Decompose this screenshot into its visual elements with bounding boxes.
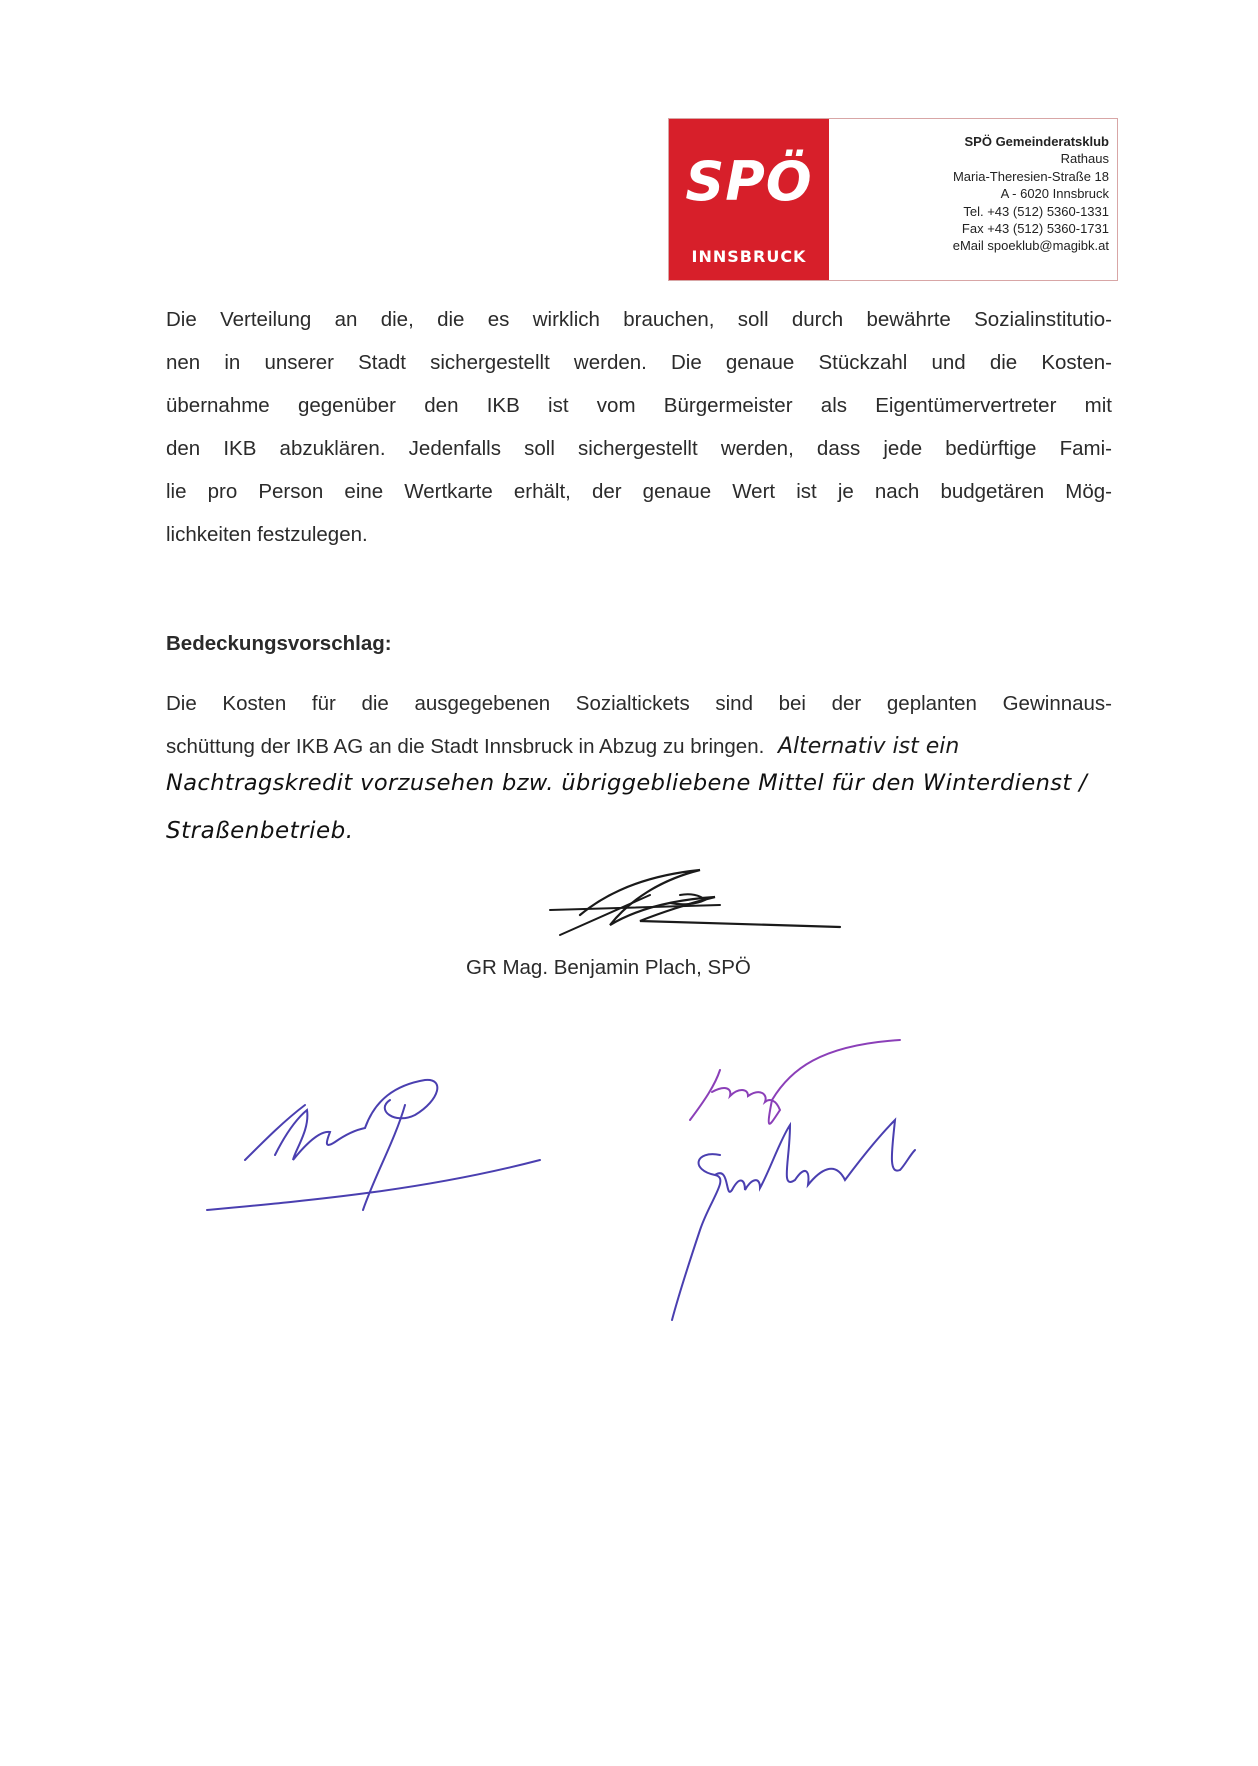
text-line: nen in unserer Stadt sichergestellt werden. Die genaue Stückzahl und die Kosten- [166, 351, 1112, 374]
email-line: eMail spoeklub@magibk.at [952, 238, 1109, 254]
co-signature-left [195, 1060, 555, 1230]
text-line: Die Verteilung an die, die es wirklich brauchen, soll durch bewährte Sozialinstitutio- [166, 308, 1112, 331]
text-line [166, 725, 959, 768]
address-block [953, 133, 1109, 255]
text-line: den IKB abzuklären. Jedenfalls soll sichergestellt werden, dass jede bedürftige Fami- [166, 437, 1112, 460]
text-line: lie pro Person eine Wertkarte erhält, der genaue Wert ist je nach budgetären Mög- [166, 480, 1112, 503]
paragraph-coverage [166, 682, 1112, 725]
spoe-logo [669, 119, 829, 280]
handwritten-note: Alternativ ist ein [778, 734, 960, 759]
handwritten-note: Nachtragskredit vorzusehen bzw. übriggebliebene Mittel für den Winterdienst / [166, 770, 1088, 796]
signer-name: GR Mag. Benjamin Plach, SPÖ [466, 956, 751, 979]
text-line: übernahme gegenüber den IKB ist vom Bürgermeister als Eigentümervertreter mit [166, 394, 1112, 417]
handwritten-note: Straßenbetrieb. [166, 818, 354, 844]
logo-text: SPÖ [685, 150, 813, 213]
address-line: Maria-Theresien-Straße 18 [952, 168, 1109, 184]
text-line: lichkeiten festzulegen. [166, 523, 368, 546]
address-line: A - 6020 Innsbruck [1000, 186, 1109, 202]
logo-city: INNSBRUCK [691, 247, 807, 266]
paragraph-distribution [166, 298, 1112, 556]
signature-plach [540, 855, 860, 955]
address-line: Rathaus [1060, 151, 1109, 167]
fax-line: Fax +43 (512) 5360-1731 [961, 221, 1109, 237]
club-name: SPÖ Gemeinderatsklub [964, 134, 1109, 149]
co-signature-right [620, 1030, 940, 1350]
phone-line: Tel. +43 (512) 5360-1331 [963, 203, 1109, 219]
letterhead [668, 118, 1118, 281]
typed-text: schüttung der IKB AG an die Stadt Innsbruck in Abzug zu bringen. [166, 735, 765, 758]
section-heading: Bedeckungsvorschlag: [166, 632, 392, 655]
text-line: Die Kosten für die ausgegebenen Sozialtickets sind bei der geplanten Gewinnaus- [166, 692, 1112, 715]
